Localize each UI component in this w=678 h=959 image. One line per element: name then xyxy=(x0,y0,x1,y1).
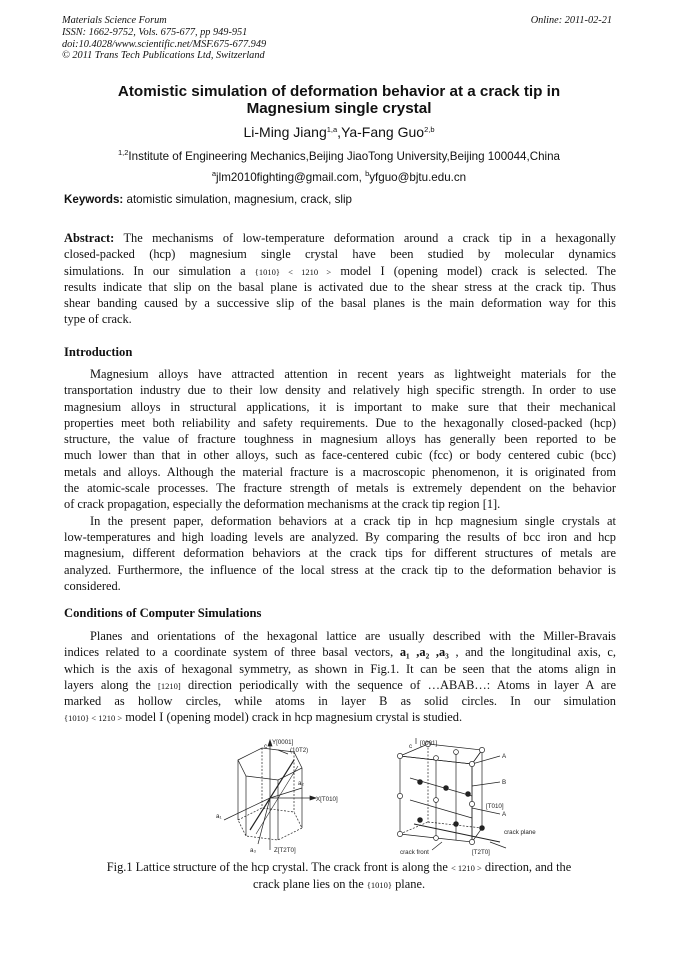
label-c-right: c xyxy=(409,743,413,750)
lattice-top xyxy=(400,744,482,764)
title-line-1: Atomistic simulation of deformation behavior at a crack tip in xyxy=(117,83,561,100)
title-line-2: Magnesium single crystal xyxy=(246,100,432,117)
leader-B xyxy=(472,782,500,786)
intro-line: transportation industry due to their low density and relatively high specific strength. In order to use xyxy=(64,383,616,398)
hidden-edge xyxy=(400,822,428,834)
affiliation xyxy=(60,150,618,163)
abstract-line: closed-packed (hcp) magnesium single crystal have been studied by molecular dynamics xyxy=(64,247,616,262)
figure-caption xyxy=(60,859,618,893)
conditions-line: marked as hollow circles, while atoms in layer B as solid circles. In our simulation xyxy=(64,694,616,709)
conditions-heading: Conditions of Computer Simulations xyxy=(64,606,262,620)
label-crack-plane: crack plane xyxy=(504,829,536,836)
label-a3: a₃ xyxy=(250,847,256,854)
leader-A xyxy=(472,756,500,764)
author-list xyxy=(60,124,618,140)
conditions-text: indices related to a coordinate system of three basal vectors, xyxy=(64,645,400,660)
label-a2: a₂ xyxy=(298,780,304,787)
affiliation-marker: 1,2 xyxy=(117,148,129,157)
hollow-atom xyxy=(469,801,474,806)
journal-name: Materials Science Forum xyxy=(62,15,167,26)
issn-line: ISSN: 1662-9752, Vols. 675-677, pp 949-951 xyxy=(62,26,248,38)
journal-header xyxy=(62,15,422,62)
keywords-label: Keywords: xyxy=(64,193,124,206)
abstract-text: The mechanisms of low-temperature deformation around a crack tip in a hexagonally xyxy=(114,231,616,245)
intro-line: considered. xyxy=(64,578,121,593)
hollow-atom xyxy=(434,836,439,841)
doi-line[interactable]: doi:10.4028/www.scientific.net/MSF.675-677.949 xyxy=(62,38,267,50)
conditions-line: Planes and orientations of the hexagonal lattice are usually described with the Miller-Bravais xyxy=(90,629,616,643)
intro-line: structure, the value of fracture toughness in magnesium alloys has generally been reported to be xyxy=(64,432,616,447)
caption-text: crack plane lies on the xyxy=(252,877,367,891)
crack-system-symbol: {1010} < 1210 > xyxy=(254,266,332,277)
label-c: c xyxy=(264,743,268,750)
layer-line xyxy=(410,800,472,818)
label-y-axis: Y[0001] xyxy=(272,739,294,746)
abstract-line: type of crack. xyxy=(64,312,132,327)
label-z-axis: Z[T2T0] xyxy=(274,847,296,854)
label-dir-top: [0001] xyxy=(420,740,438,747)
keywords xyxy=(64,193,624,206)
hollow-atom xyxy=(479,747,484,752)
label-a1: a₁ xyxy=(216,813,222,820)
intro-line: low-temperatures and high loading levels are analyzed. By comparing the results of bcc iron and hcp xyxy=(64,529,616,544)
conditions-line: which is the axis of hexagonal symmetry, as shown in Fig.1. It can be seen that the atoms align in xyxy=(64,661,616,676)
intro-line: Magnesium alloys have attracted attention in recent years as lightweight materials for the xyxy=(90,367,616,381)
label-layer-A2: A xyxy=(502,811,507,818)
intro-line: properties meet both reliability and safety requirements. Due to the hexagonally closed-packed (hcp) xyxy=(64,415,616,430)
hollow-atom xyxy=(397,793,402,798)
leader-crack-plane xyxy=(490,842,506,848)
online-date: Online: 2011-02-21 xyxy=(530,15,612,26)
author-2: Ya-Fang Guo xyxy=(341,124,425,140)
email-line xyxy=(60,171,618,184)
label-dir-bottom: [T2T0] xyxy=(472,849,490,856)
conditions-text: layers along the xyxy=(64,677,159,692)
abstract xyxy=(64,230,616,328)
direction-symbol: [1210] xyxy=(158,680,181,691)
intro-line: In the present paper, deformation behaviors at a crack tip in hcp magnesium single crystals at xyxy=(90,513,616,528)
hollow-atom xyxy=(469,839,474,844)
hcp-unit-cell-diagram xyxy=(224,740,316,850)
abstract-label: Abstract: xyxy=(64,231,115,245)
hollow-atom xyxy=(454,750,459,755)
hollow-atom xyxy=(434,798,439,803)
intro-line: much lower than that in other alloys, such as face-centered cubic (fcc) or body centered cubic (bcc) xyxy=(64,448,616,463)
conditions-text: model I (opening model) crack in hcp magnesium crystal is studied. xyxy=(122,710,463,725)
hollow-atom xyxy=(397,831,402,836)
conditions-line xyxy=(64,644,616,660)
author-separator: , xyxy=(337,124,342,140)
author-1: Li-Ming Jiang xyxy=(243,124,327,140)
slip-plane-line xyxy=(250,760,294,830)
solid-atom xyxy=(454,822,459,827)
abstract-text: model I (opening model) crack is selected. The xyxy=(331,263,616,278)
caption-text: plane. xyxy=(392,877,426,891)
abstract-text: simulations. In our simulation a xyxy=(64,263,255,278)
hollow-atom xyxy=(397,753,402,758)
solid-atom xyxy=(418,818,423,823)
label-dir-right: [T010] xyxy=(486,803,504,810)
crack-plane-line xyxy=(414,824,500,842)
conditions-text: , and the longitudinal axis, c, xyxy=(448,645,616,660)
a3-vector xyxy=(258,798,270,844)
conditions-line xyxy=(64,709,616,725)
intro-line: of crack propagation, especially the deformation mechanisms at the crack tip region [1]. xyxy=(64,497,501,512)
intro-line: analyzed. Furthermore, the influence of the local stress at the crack tip to the deformation behavior is xyxy=(64,562,616,577)
hollow-atom xyxy=(434,756,439,761)
author-2-marker: 2,b xyxy=(424,125,435,134)
lattice-atoms-diagram xyxy=(400,738,506,850)
leader-crack-front xyxy=(432,842,442,850)
crack-system-symbol: {1010} < 1210 > xyxy=(64,713,123,724)
intro-line: magnesium alloys in structural applications, it is important to make sure that their mechanical xyxy=(64,399,616,414)
label-crack-front: crack front xyxy=(400,849,429,856)
email-a[interactable]: jlm2010fighting@gmail.com, xyxy=(216,171,366,184)
label-plane: (10T2) xyxy=(290,747,309,754)
lattice-figure xyxy=(210,738,540,856)
introduction-heading: Introduction xyxy=(64,345,133,359)
abstract-line: results indicate that slip on the basal plane is activated due to the shear stress at the crack tip. Thus xyxy=(64,279,616,294)
introduction-body xyxy=(64,366,616,594)
caption-text: direction, and the xyxy=(481,860,572,874)
intro-line: the atomic-scale processes. The fracture strength of metals is extremely dependent on the behavior xyxy=(64,481,616,496)
abstract-line xyxy=(64,230,616,246)
abstract-line: shear banding caused by a successive slip of the basal planes is the main deformation way for this xyxy=(64,296,616,311)
author-1-marker: 1,a xyxy=(326,125,338,134)
intro-line: metals and alloys. Although the material fracture is a macroscopic phenomenon, it is originated from xyxy=(64,464,616,479)
conditions-body xyxy=(64,628,616,726)
label-layer-A: A xyxy=(502,753,507,760)
intro-line: magnesium, different deformation behaviors at the crack tips for different structures of metals are xyxy=(64,546,616,561)
label-layer-B: B xyxy=(502,779,507,786)
solid-atom xyxy=(444,786,449,791)
solid-atom xyxy=(480,826,485,831)
solid-atom xyxy=(466,792,471,797)
keywords-text: atomistic simulation, magnesium, crack, slip xyxy=(123,193,353,206)
abstract-line xyxy=(64,263,616,279)
caption-direction-symbol: < 1210 > xyxy=(450,863,482,873)
copyright-line: © 2011 Trans Tech Publications Ltd, Switzerland xyxy=(62,50,265,62)
caption-line-2 xyxy=(60,876,618,893)
email-b[interactable]: yfguo@bjtu.edu.cn xyxy=(369,171,467,184)
label-x-axis: X[T010] xyxy=(316,796,338,803)
caption-plane-symbol: {1010} xyxy=(366,880,393,890)
basal-vectors: a₁ ,a₂ ,a₃ xyxy=(399,645,449,660)
hollow-atom xyxy=(469,761,474,766)
conditions-text: direction periodically with the sequence of …ABAB…: Atoms in layer A are xyxy=(180,677,616,692)
email-a-marker: a xyxy=(211,169,217,178)
solid-atom xyxy=(418,780,423,785)
conditions-line xyxy=(64,677,616,693)
email-b-marker: b xyxy=(365,169,370,178)
paper-title xyxy=(60,83,618,117)
affiliation-text: Institute of Engineering Mechanics,Beijing JiaoTong University,Beijing 100044,China xyxy=(128,150,561,163)
caption-line-1 xyxy=(60,859,618,876)
caption-text: Fig.1 Lattice structure of the hcp crystal. The crack front is along the xyxy=(106,860,451,874)
